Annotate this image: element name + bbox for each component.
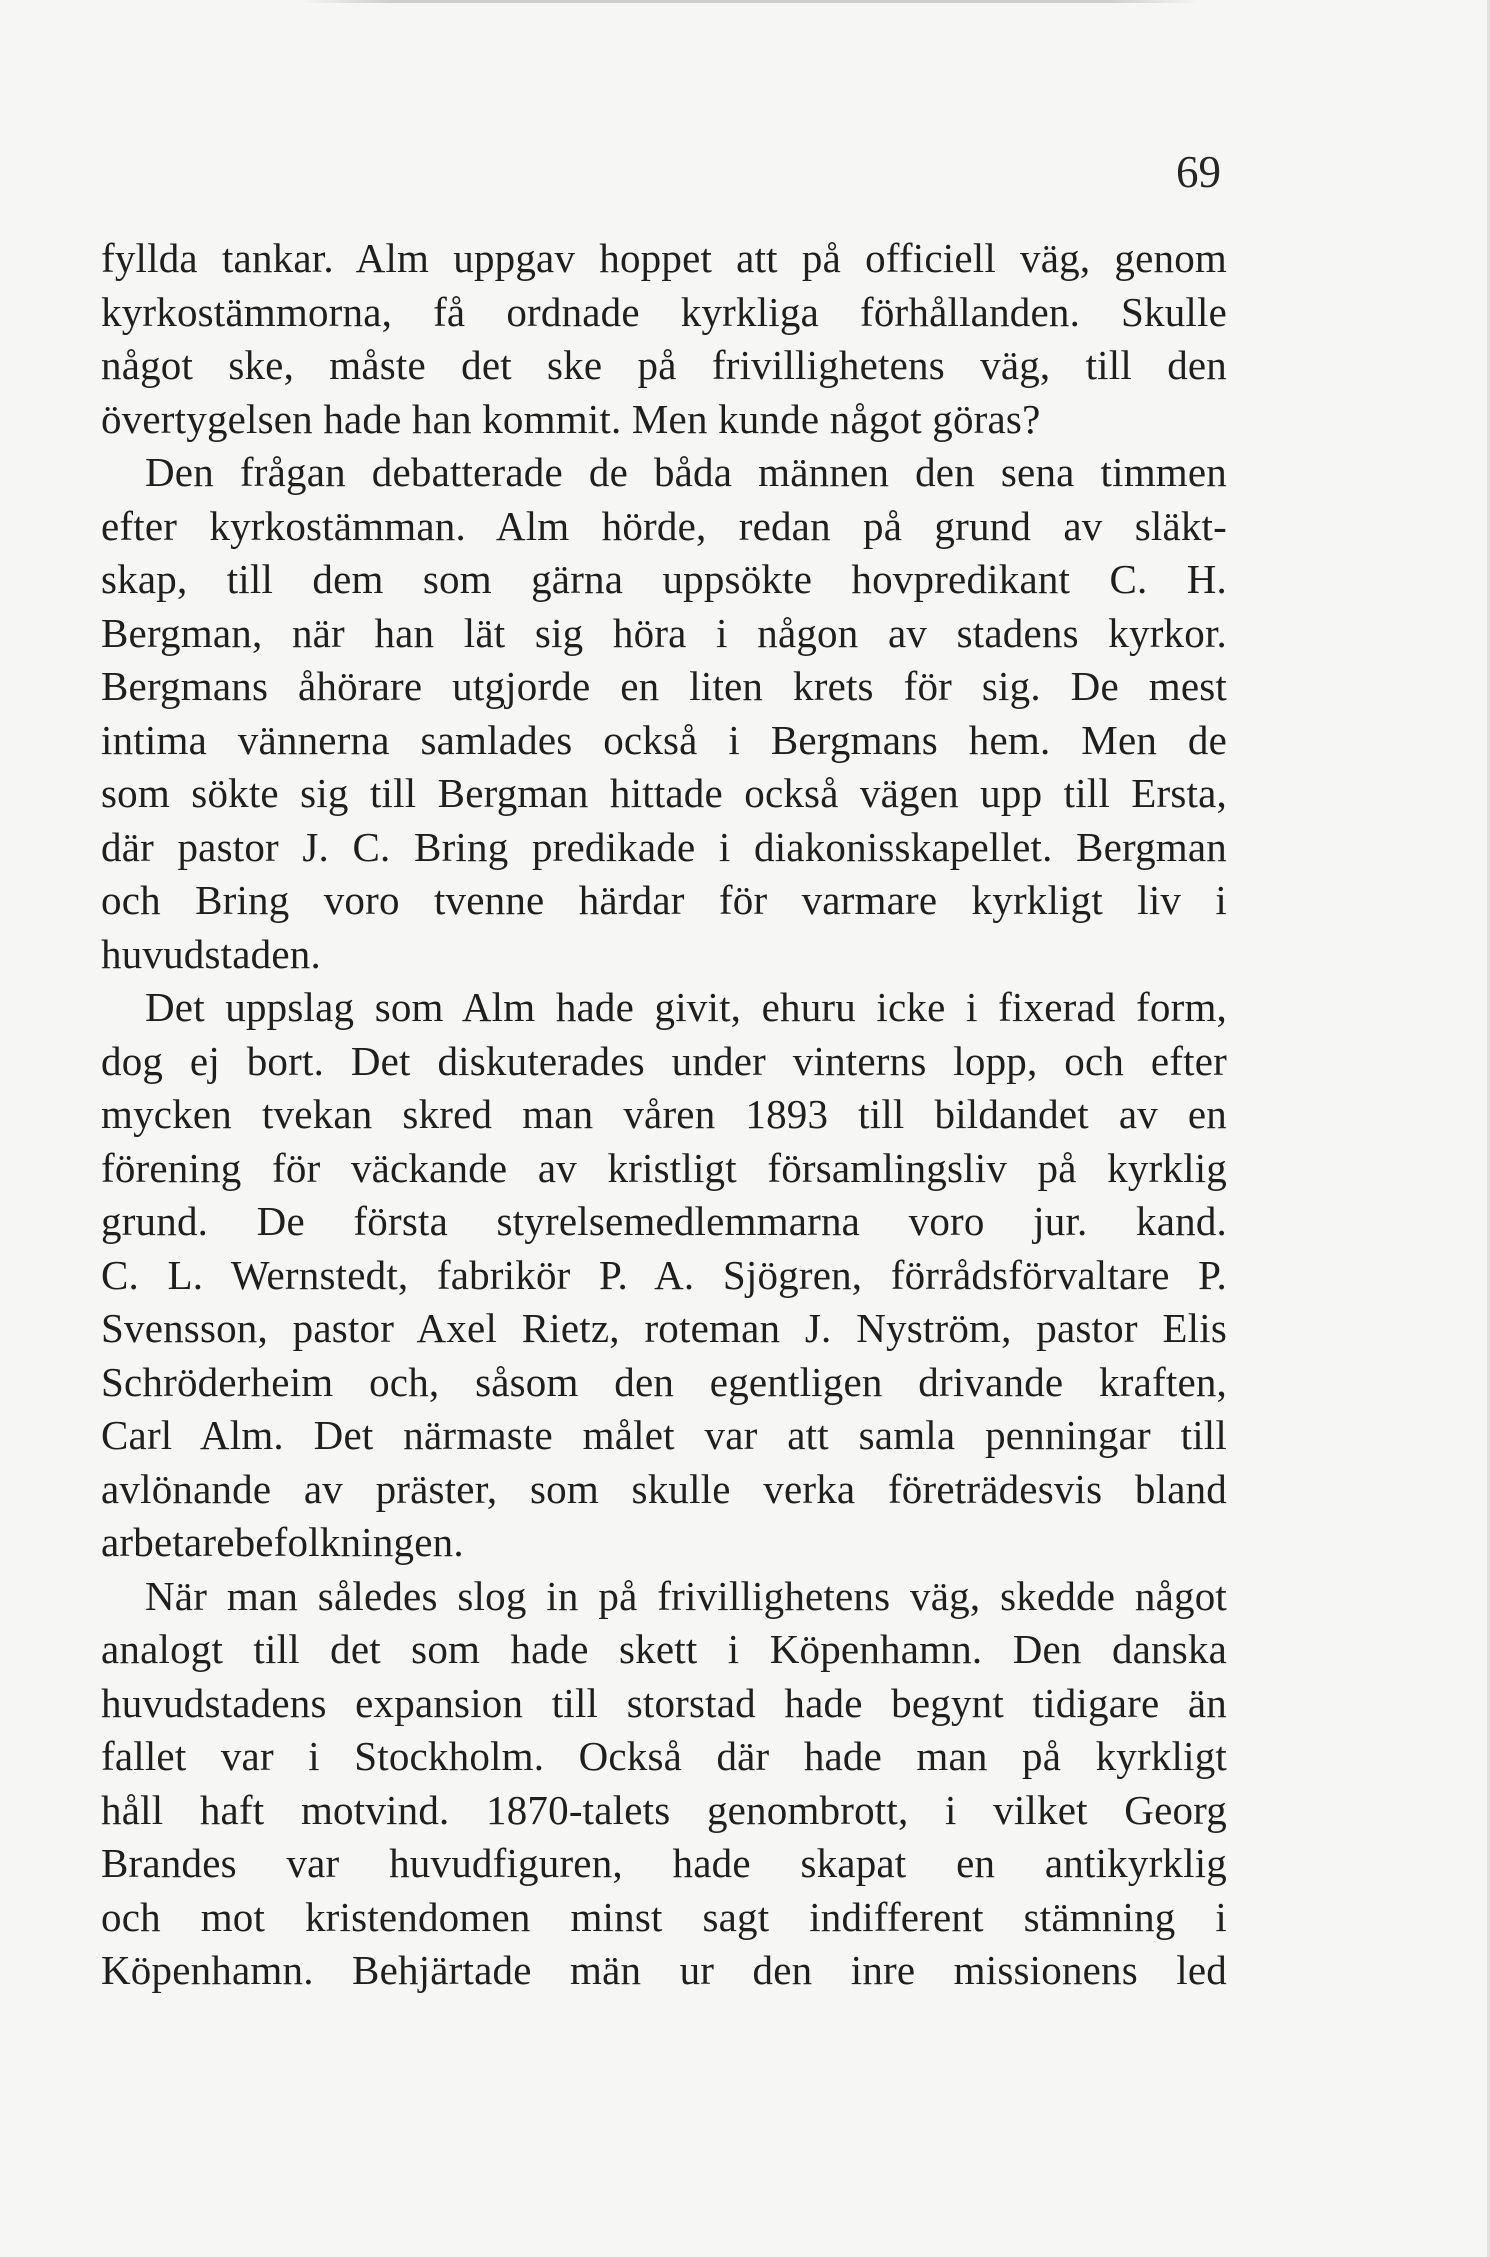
text-line: Svensson, pastor Axel Rietz, roteman J. Nyström, pastor Elis <box>101 1305 1227 1351</box>
text-line: och mot kristendomen minst sagt indifferent stämning i <box>101 1893 1227 1940</box>
text-line: mycken tvekan skred man våren 1893 till bildandet av en <box>101 1091 1227 1137</box>
text-line: något ske, måste det ske på frivillighetens väg, till den <box>101 342 1227 388</box>
text-line: huvudstadens expansion till storstad hade begynt tidigare än <box>101 1679 1227 1726</box>
paragraph <box>101 446 1227 981</box>
text-line: där pastor J. C. Bring predikade i diakonisskapellet. Bergman <box>101 823 1227 870</box>
page-top-edge <box>300 0 1200 3</box>
text-line: efter kyrkostämman. Alm hörde, redan på grund av släkt- <box>101 502 1227 549</box>
text-line: övertygelsen hade han kommit. Men kunde något göras? <box>101 395 1041 442</box>
paragraph <box>101 981 1227 1570</box>
text-line: Bergman, när han lät sig höra i någon av stadens kyrkor. <box>101 609 1227 656</box>
text-line: dog ej bort. Det diskuterades under vinterns lopp, och efter <box>101 1037 1227 1084</box>
text-line: Schröderheim och, såsom den egentligen drivande kraften, <box>101 1358 1227 1405</box>
text-line: Den frågan debatterade de båda männen den sena timmen <box>145 449 1227 495</box>
text-line: När man således slog in på frivillighetens väg, skedde något <box>145 1572 1227 1619</box>
text-line: analogt till det som hade skett i Köpenhamn. Den danska <box>101 1626 1227 1672</box>
body-text <box>101 232 1227 1998</box>
paragraph <box>101 1570 1227 1998</box>
text-line: C. L. Wernstedt, fabrikör P. A. Sjögren, förrådsförvaltare P. <box>101 1251 1227 1298</box>
text-line: håll haft motvind. 1870-talets genombrott, i vilket Georg <box>101 1786 1227 1833</box>
text-line: huvudstaden. <box>101 930 321 977</box>
text-line: kyrkostämmorna, få ordnade kyrkliga förhållanden. Skulle <box>101 288 1227 335</box>
text-line: avlönande av präster, som skulle verka företrädesvis bland <box>101 1465 1227 1512</box>
text-line: Carl Alm. Det närmaste målet var att samla penningar till <box>101 1412 1227 1458</box>
text-line: intima vännerna samlades också i Bergmans hem. Men de <box>101 716 1227 763</box>
text-line: Det uppslag som Alm hade givit, ehuru icke i fixerad form, <box>145 984 1227 1030</box>
page-number: 69 <box>1176 147 1221 197</box>
text-line: skap, till dem som gärna uppsökte hovpredikant C. H. <box>101 556 1227 602</box>
paragraph <box>101 232 1227 446</box>
text-line: fallet var i Stockholm. Också där hade man på kyrkligt <box>101 1733 1227 1779</box>
text-line: arbetarebefolkningen. <box>101 1519 464 1565</box>
text-line: grund. De första styrelsemedlemmarna voro jur. kand. <box>101 1198 1227 1244</box>
text-line: Bergmans åhörare utgjorde en liten krets för sig. De mest <box>101 663 1227 709</box>
text-line: Köpenhamn. Behjärtade män ur den inre missionens led <box>101 1947 1227 1993</box>
text-line: Brandes var huvudfiguren, hade skapat en antikyrklig <box>101 1840 1227 1886</box>
text-line: fyllda tankar. Alm uppgav hoppet att på officiell väg, genom <box>101 235 1227 281</box>
text-line: och Bring voro tvenne härdar för varmare kyrkligt liv i <box>101 877 1227 923</box>
text-line: förening för väckande av kristligt församlingsliv på kyrklig <box>101 1144 1227 1191</box>
text-line: som sökte sig till Bergman hittade också vägen upp till Ersta, <box>101 770 1227 816</box>
